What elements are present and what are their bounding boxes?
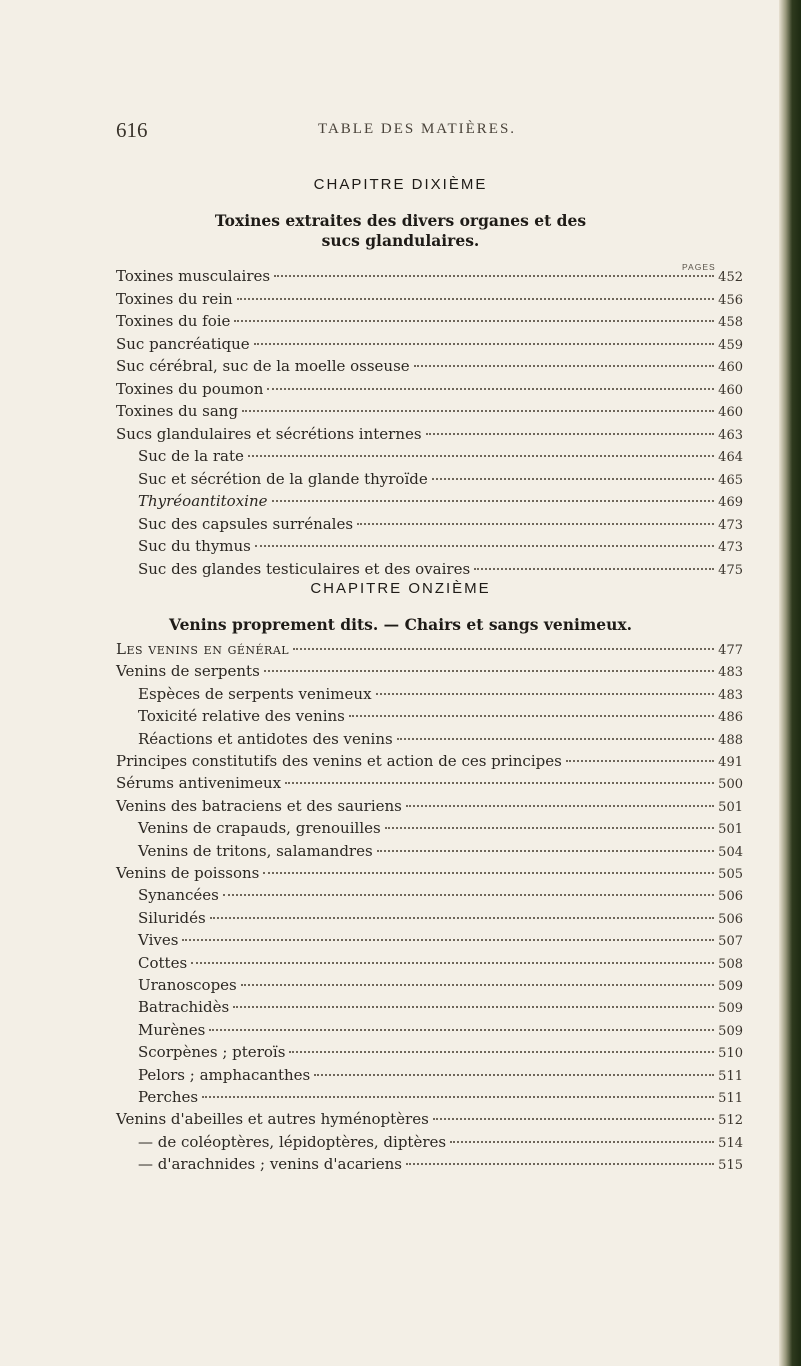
toc-entry-label: Sucs glandulaires et sécrétions internes: [116, 424, 422, 443]
toc-entry-page: 509: [718, 1001, 743, 1017]
toc-entry: [116, 750, 743, 772]
toc-entry-page: 464: [718, 450, 743, 465]
toc-entry: [138, 1153, 743, 1175]
toc-entry-page: 465: [718, 472, 743, 488]
dot-leader: [254, 342, 715, 345]
toc-entry: [138, 907, 743, 929]
dot-leader: [274, 274, 714, 277]
toc-entry-page: 508: [718, 956, 743, 972]
toc-entry: [138, 996, 743, 1018]
toc-entry-page: 501: [718, 822, 743, 838]
toc-entry-page: 488: [718, 732, 743, 748]
toc-entry-label: Suc cérébral, suc de la moelle osseuse: [116, 357, 410, 375]
toc-entry-label: — d'arachnides ; venins d'acariens: [138, 1155, 402, 1174]
dot-leader: [397, 737, 714, 740]
dot-leader: [210, 916, 714, 919]
dot-leader: [202, 1095, 714, 1098]
toc-entry-label: Murènes: [138, 1020, 206, 1039]
toc-entry-label: Suc pancréatique: [116, 334, 250, 353]
toc-entry-page: 460: [718, 360, 743, 375]
toc-entry-page: 491: [718, 755, 743, 770]
toc-entry-page: 477: [718, 643, 743, 658]
dot-leader: [289, 1050, 714, 1053]
toc-entry-label: Venins des batraciens et des sauriens: [116, 796, 402, 815]
toc-entry-page: 460: [718, 382, 743, 398]
toc-entry-page: 475: [718, 562, 743, 578]
toc-entry: [138, 840, 743, 862]
toc-entry-label: Espèces de serpents venimeux: [138, 684, 372, 703]
toc-entry-label: Vives: [138, 931, 179, 950]
dot-leader: [255, 544, 714, 547]
dot-leader: [357, 522, 714, 525]
dot-leader: [272, 499, 715, 502]
dot-leader: [191, 961, 714, 964]
toc-entry-label: Siluridés: [138, 908, 206, 927]
toc-entry-label: Pelors ; amphacanthes: [138, 1065, 311, 1084]
toc-entry: [138, 468, 743, 490]
running-title: TABLE DES MATIÈRES.: [318, 121, 517, 137]
toc-entry-label: Suc des glandes testiculaires et des ovaires: [138, 559, 471, 578]
dot-leader: [237, 297, 715, 300]
toc-entry-page: 458: [718, 315, 743, 330]
toc-entry-page: 514: [718, 1135, 743, 1151]
dot-leader: [182, 938, 714, 941]
toc-entry-label: Batrachidès: [138, 998, 230, 1017]
page-number: 616: [116, 118, 148, 142]
dot-leader: [263, 871, 714, 874]
toc-entry-label: Sérums antivenimeux: [116, 774, 282, 793]
dot-leader: [377, 849, 715, 852]
dot-leader: [285, 781, 714, 784]
toc-entry-page: 501: [718, 799, 743, 815]
toc-entry: [138, 817, 743, 839]
toc-entry-label: Venins de crapauds, grenouilles: [138, 819, 381, 838]
toc-entry: [138, 728, 743, 750]
chapter-11-subtitle: Venins proprement dits. — Chairs et sangs venimeux.: [168, 615, 633, 634]
toc-entry: [138, 952, 743, 974]
toc-entry-label: Synancées: [138, 886, 219, 905]
toc-entry-page: 459: [718, 337, 743, 353]
toc-entry-page: 509: [718, 1023, 743, 1039]
toc-entry-label: Thyréoantitoxine: [138, 492, 268, 510]
toc-entry-label: Suc des capsules surrénales: [138, 514, 354, 533]
dot-leader: [264, 669, 714, 672]
toc-entry-label: Principes constitutifs des venins et action de ces principes: [116, 752, 562, 770]
toc-entry: [138, 1041, 743, 1063]
chapter-10-subtitle-line2: sucs glandulaires.: [321, 231, 480, 250]
toc-entry: [138, 1064, 743, 1086]
toc-entry-label: Scorpènes ; pteroïs: [138, 1043, 286, 1062]
toc-entry-page: 483: [718, 687, 743, 703]
toc-entry: [138, 705, 743, 727]
dot-leader: [432, 477, 714, 480]
toc-entry: [116, 423, 743, 445]
chapter-11-title: CHAPITRE ONZIÈME: [310, 580, 491, 597]
dot-leader: [242, 409, 714, 412]
toc-entry: [116, 795, 743, 817]
dot-leader: [433, 1117, 714, 1120]
toc-entry-page: 506: [718, 889, 743, 905]
dot-leader: [450, 1140, 714, 1143]
toc-entry-page: 473: [718, 540, 743, 555]
toc-entry-page: 515: [718, 1158, 743, 1174]
toc-entry-page: 473: [718, 517, 743, 533]
dot-leader: [406, 1162, 714, 1165]
toc-entry: [138, 535, 743, 557]
dot-leader: [314, 1073, 714, 1076]
pages-column-label: PAGES: [682, 262, 716, 272]
toc-entry: [138, 1019, 743, 1041]
dot-leader: [267, 387, 714, 390]
toc-entry-page: 505: [718, 867, 743, 882]
toc-entry: [116, 862, 743, 884]
toc-entry-page: 486: [718, 710, 743, 726]
toc-entry-label: Perches: [138, 1088, 199, 1106]
toc-entry-page: 511: [718, 1068, 743, 1084]
toc-entry: [116, 400, 743, 422]
dot-leader: [209, 1028, 714, 1031]
toc-entry: [138, 1086, 743, 1108]
dot-leader: [241, 983, 714, 986]
toc-entry: [138, 974, 743, 996]
toc-entry: [138, 445, 743, 467]
toc-entry-page: 509: [718, 979, 743, 994]
toc-entry: [138, 490, 743, 512]
toc-entry-label: Toxines du poumon: [116, 379, 264, 398]
toc-entry-label: Toxines du rein: [116, 289, 233, 308]
toc-entry-label: Venins de serpents: [116, 662, 260, 681]
toc-entry: [116, 1108, 743, 1130]
page-edge: [779, 0, 801, 1366]
toc-entry-label: Venins d'abeilles et autres hyménoptères: [116, 1110, 429, 1129]
toc-entry: [116, 378, 743, 400]
dot-leader: [566, 759, 714, 762]
toc-entry-label: Les venins en général: [116, 640, 290, 658]
toc-entry-page: 469: [718, 495, 743, 510]
toc-entry-label: Venins de tritons, salamandres: [138, 841, 373, 860]
dot-leader: [233, 1005, 714, 1008]
toc-entry-label: Suc et sécrétion de la glande thyroïde: [138, 469, 428, 488]
toc-entry: [138, 929, 743, 951]
toc-entry: [138, 513, 743, 535]
toc-entry: [138, 683, 743, 705]
toc-entry: [138, 558, 743, 580]
toc-entry: [116, 333, 743, 355]
dot-leader: [426, 432, 715, 435]
dot-leader: [223, 893, 714, 896]
dot-leader: [234, 319, 714, 322]
toc-entry: [116, 772, 743, 794]
toc-entry-page: 463: [718, 427, 743, 443]
toc-entry-page: 500: [718, 777, 743, 793]
toc-entry: [116, 265, 743, 287]
toc-entry: [138, 1131, 743, 1153]
toc-entry-label: Toxines du sang: [116, 402, 239, 420]
toc-entry-page: 483: [718, 665, 743, 681]
page-header: [116, 118, 741, 140]
dot-leader: [248, 454, 714, 457]
chapter-10-title: CHAPITRE DIXIÈME: [313, 176, 488, 193]
dot-leader: [406, 804, 714, 807]
toc-entry-label: Suc de la rate: [138, 447, 244, 465]
toc-entry-page: 510: [718, 1046, 743, 1062]
toc-entry-label: Venins de poissons: [116, 864, 260, 882]
toc-entry-label: Uranoscopes: [138, 976, 237, 994]
toc-entry: [116, 355, 743, 377]
toc-entry-label: Réactions et antidotes des venins: [138, 729, 393, 748]
dot-leader: [376, 692, 715, 695]
toc-entry-page: 511: [718, 1091, 743, 1106]
dot-leader: [474, 567, 714, 570]
toc-entry-page: 460: [718, 405, 743, 420]
toc-entry: [116, 310, 743, 332]
toc-entry-label: Cottes: [138, 953, 188, 972]
toc-entry-page: 507: [718, 934, 743, 950]
toc-entry-page: 512: [718, 1113, 743, 1129]
dot-leader: [385, 826, 714, 829]
toc-entry-label: Toxines musculaires: [116, 267, 271, 285]
toc-entry-page: 456: [718, 292, 743, 308]
toc-entry-label: Toxicité relative des venins: [138, 707, 345, 726]
toc-entry-page: 506: [718, 911, 743, 927]
toc-entry: [116, 638, 743, 660]
dot-leader: [293, 647, 714, 650]
chapter-10-subtitle-line1: Toxines extraites des divers organes et des: [214, 211, 587, 230]
toc-entry-label: — de coléoptères, lépidoptères, diptères: [138, 1132, 447, 1151]
toc-entry: [116, 660, 743, 682]
toc-entry-label: Suc du thymus: [138, 537, 251, 555]
toc-entry: [116, 288, 743, 310]
toc-entry-page: 452: [718, 270, 743, 285]
toc-entry-page: 504: [718, 844, 743, 860]
toc-entry: [138, 884, 743, 906]
dot-leader: [414, 364, 715, 367]
dot-leader: [349, 714, 714, 717]
toc-entry-label: Toxines du foie: [116, 312, 231, 330]
